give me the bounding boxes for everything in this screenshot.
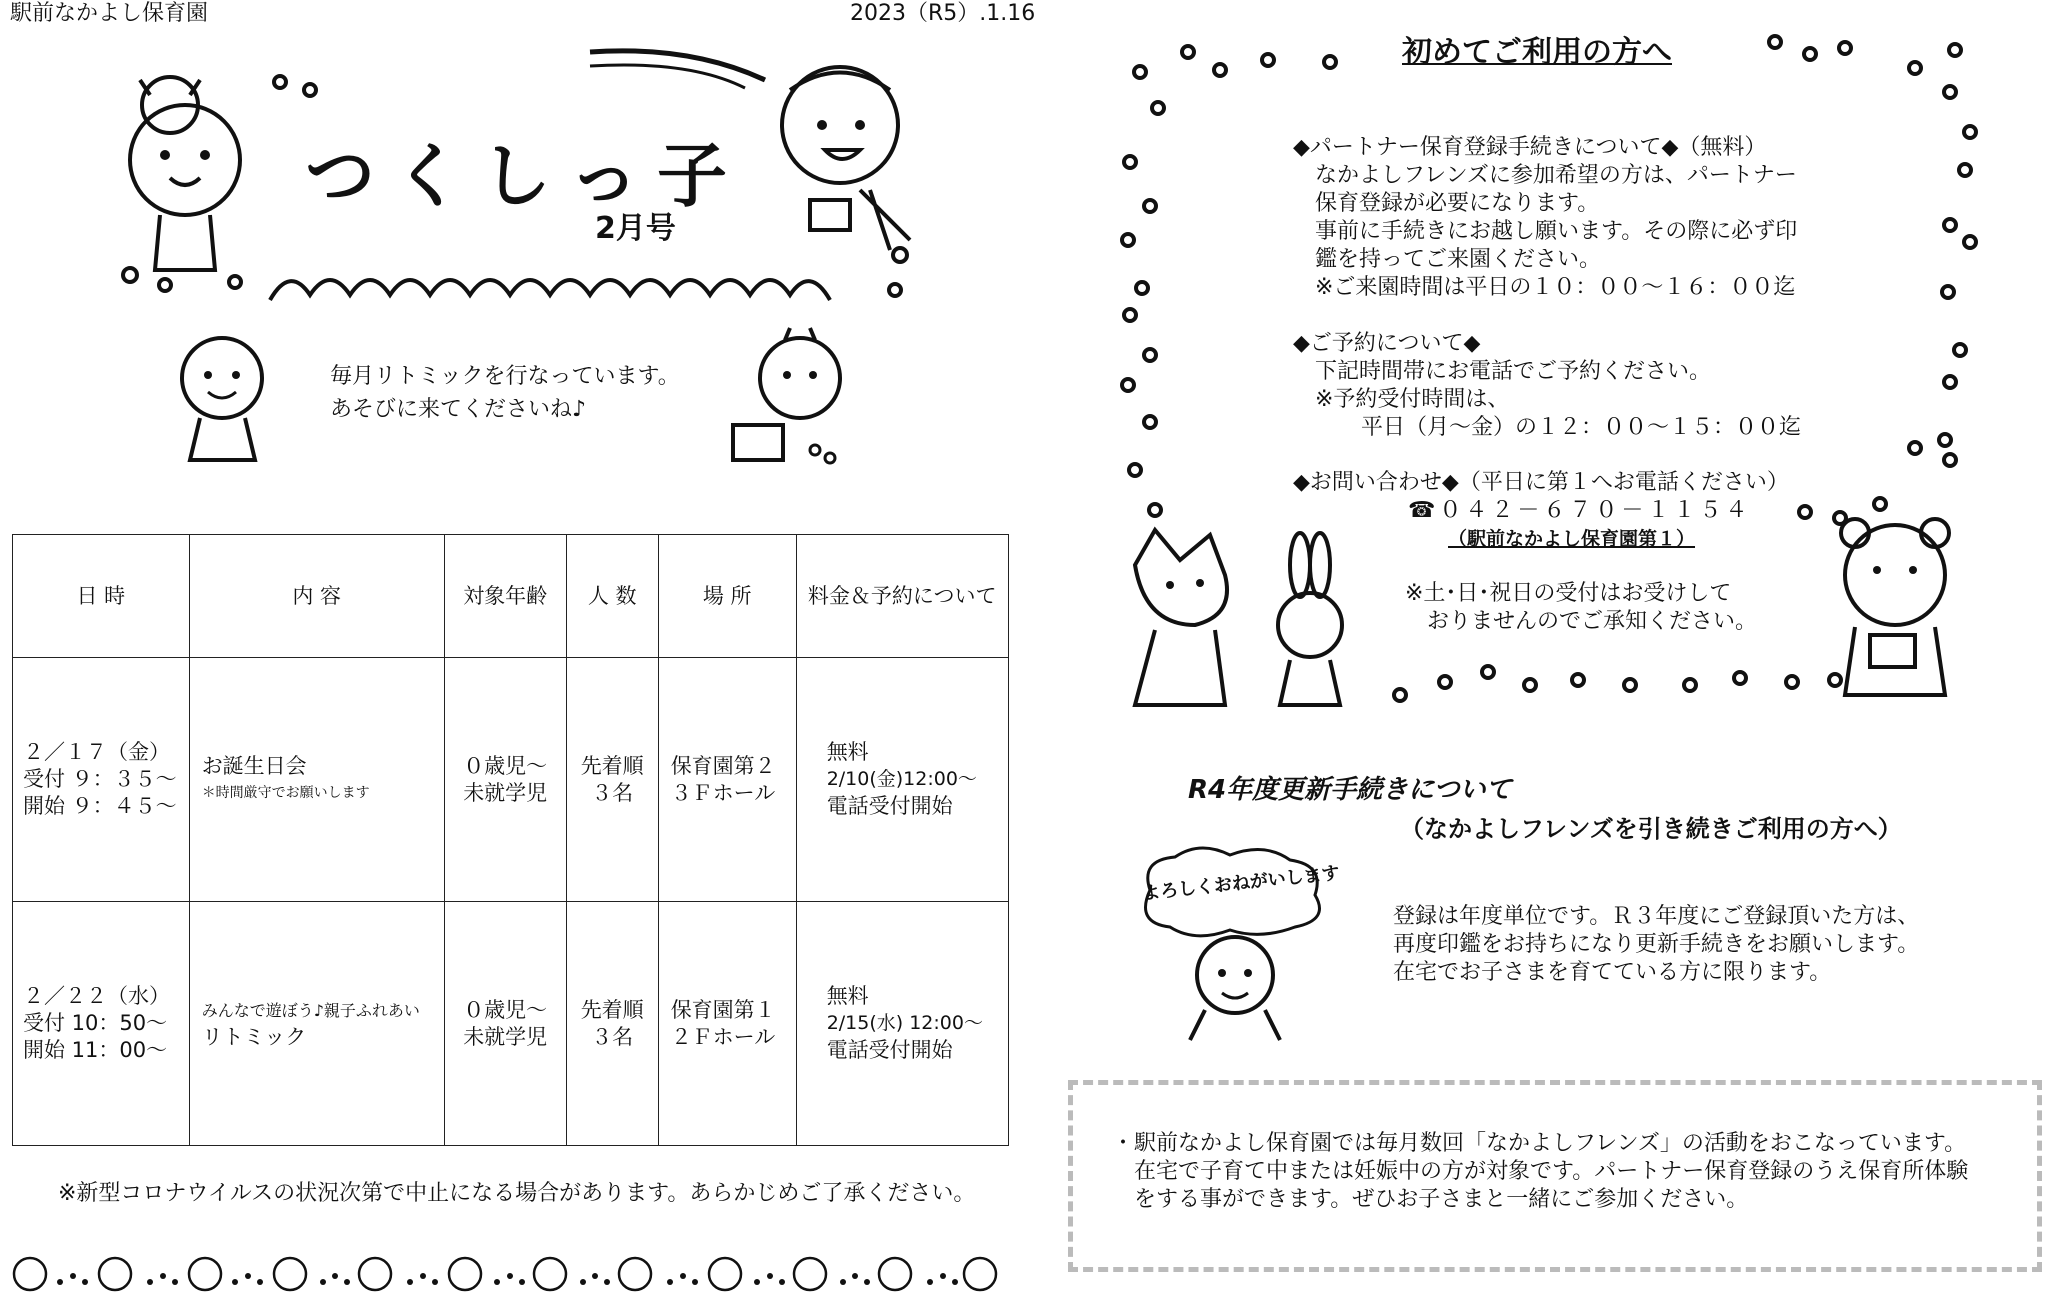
row-reception: 受付 ９：３５～: [23, 767, 177, 791]
row-age-2: 未就学児: [463, 780, 548, 805]
partner-hours: ※ご来園時間は平日の１０：００～１６：００迄: [1315, 275, 1796, 300]
header-age: 対象年齢: [444, 535, 566, 658]
newsletter-title: つくしっ子: [305, 135, 745, 217]
friends-line: をする事ができます。ぜひお子さまと一緒にご参加ください。: [1134, 1187, 1749, 1212]
table-row: [13, 902, 1009, 1146]
oni-child-illustration: [160, 330, 290, 470]
intro-line-1: 毎月リトミックを行なっています。: [330, 364, 680, 389]
phone-note: （駅前なかよし保育園第１）: [1448, 528, 1696, 550]
reservation-section: [1293, 330, 1801, 442]
friends-line: 在宅で子育て中または妊娠中の方が対象です。パートナー保育登録のうえ保育所体験: [1134, 1159, 1969, 1184]
contact-title: ◆お問い合わせ◆（平日に第１へお電話ください）: [1293, 470, 1789, 495]
renewal-body: [1393, 903, 1919, 987]
header-fee: 料金＆予約について: [796, 535, 1008, 658]
row-fee: 無料: [826, 740, 869, 764]
row-date: ２／１７（金）: [23, 740, 170, 764]
oni-character-illustration: [100, 70, 270, 290]
row-count: 先着順: [580, 753, 644, 778]
reservation-line: 下記時間帯にお電話でご予約ください。: [1315, 359, 1712, 384]
reservation-title: ◆ご予約について◆: [1293, 331, 1481, 356]
row-start: 開始 11：00～: [23, 1038, 168, 1062]
table-header-row: [13, 535, 1009, 658]
event-schedule-table: [12, 534, 1009, 1146]
row-reception: 受付 10：50～: [23, 1011, 168, 1035]
renewal-line: 再度印鑑をお持ちになり更新手続きをお願いします。: [1393, 932, 1920, 957]
org-name: 駅前なかよし保育園: [10, 1, 209, 26]
row-age-2: 未就学児: [463, 1024, 548, 1049]
header-datetime: 日 時: [13, 535, 190, 658]
header-content: 内 容: [189, 535, 444, 658]
row-place-2: ３Ｆホール: [670, 780, 776, 805]
row-count-2: ３名: [591, 1024, 634, 1049]
row-place-2: ２Ｆホール: [670, 1024, 776, 1049]
red-oni-bean-box-illustration: [725, 330, 865, 470]
renewal-line: 登録は年度単位です。Ｒ３年度にご登録頂いた方は、: [1393, 904, 1920, 929]
partner-line: 事前に手続きにお越し願います。その際に必ず印: [1315, 219, 1798, 244]
bear-illustration: [1815, 515, 1985, 705]
row-count: 先着順: [580, 997, 644, 1022]
closed-line: おりませんのでご承知ください。: [1427, 609, 1758, 634]
row-content: リトミック: [201, 1024, 307, 1049]
row-count-2: ３名: [591, 780, 634, 805]
partner-line: なかよしフレンズに参加希望の方は、パートナー: [1315, 163, 1797, 188]
friends-activity-note: [1112, 1130, 1968, 1214]
row-date: ２／２２（水）: [23, 984, 170, 1008]
intro-line-2: あそびに来てくださいね♪: [330, 397, 587, 422]
row-content-note: ＊時間厳守でお願いします: [201, 784, 370, 801]
phone-number: ☎０４２－６７０－１１５４: [1408, 498, 1752, 523]
renewal-heading: R4年度更新手続きについて: [1188, 775, 1512, 805]
closed-line: ※土･日･祝日の受付はお受けして: [1405, 581, 1732, 606]
greeting-bubble-text: よろしくおねがいします: [1141, 862, 1341, 905]
row-fee-date: 2/10(金)12:00～: [826, 768, 977, 790]
row-fee-date: 2/15(水) 12:00～: [826, 1012, 983, 1034]
reservation-hours: 平日（月～金）の１２：００～１５：００迄: [1361, 415, 1802, 440]
row-fee-note: 電話受付開始: [826, 794, 953, 818]
row-place: 保育園第２: [670, 753, 776, 778]
reservation-line: ※予約受付時間は、: [1315, 387, 1510, 412]
renewal-subheading: （なかよしフレンズを引き続きご利用の方へ）: [1400, 815, 1902, 843]
row-start: 開始 ９：４５～: [23, 794, 177, 818]
first-time-heading: 初めてご利用の方へ: [1402, 35, 1672, 70]
renewal-line: 在宅でお子さまを育てている方に限ります。: [1393, 960, 1832, 985]
partner-line: 保育登録が必要になります。: [1315, 191, 1600, 216]
header-place: 場 所: [658, 535, 796, 658]
closed-days-note: [1405, 580, 1757, 636]
partner-line: 鑑を持ってご来園ください。: [1315, 247, 1602, 272]
covid-footnote: ※新型コロナウイルスの状況次第で中止になる場合があります。あらかじめご了承ください。: [58, 1181, 976, 1206]
row-fee-note: 電話受付開始: [826, 1038, 953, 1062]
header-count: 人 数: [566, 535, 658, 658]
child-throwing-beans-illustration: [760, 50, 940, 260]
partner-registration-section: [1293, 134, 1797, 302]
wolf-and-rabbit-illustration: [1115, 525, 1375, 715]
issue-date: 2023（R5）.1.16: [850, 1, 1036, 26]
row-age: ０歳児～: [463, 753, 548, 778]
bottom-decorative-border: [5, 1252, 1005, 1297]
partner-title: ◆パートナー保育登録手続きについて◆（無料）: [1293, 135, 1767, 160]
row-content: お誕生日会: [201, 753, 307, 778]
issue-label: 2月号: [595, 211, 676, 246]
row-age: ０歳児～: [463, 997, 548, 1022]
row-place: 保育園第１: [670, 997, 776, 1022]
table-row: [13, 658, 1009, 902]
row-fee: 無料: [826, 984, 869, 1008]
friends-line: ・駅前なかよし保育園では毎月数回「なかよしフレンズ」の活動をおこなっています。: [1112, 1131, 1967, 1156]
row-content-note: みんなで遊ぼう♪親子ふれあい: [201, 1000, 420, 1020]
